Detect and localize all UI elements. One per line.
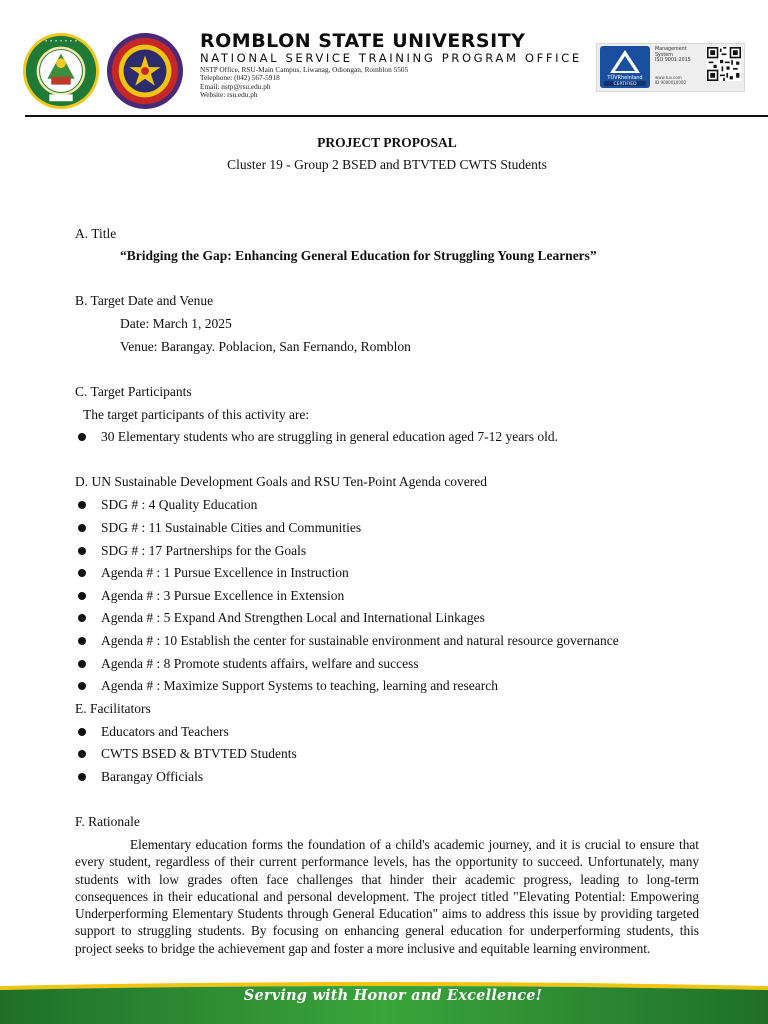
qr-code — [707, 47, 741, 81]
letterhead — [0, 0, 768, 116]
university-name: ROMBLON STATE UNIVERSITY — [200, 30, 526, 52]
section-b-heading: B. Target Date and Venue — [75, 293, 214, 308]
bullet-icon — [78, 592, 86, 600]
tuv-certified-text: CERTIFIED — [613, 82, 637, 87]
section-a-heading: A. Title — [75, 226, 117, 241]
section-f-heading: F. Rationale — [75, 814, 140, 829]
bullet-icon — [78, 682, 86, 690]
document-title: PROJECT PROPOSAL — [317, 135, 457, 150]
bullet-icon — [78, 547, 86, 555]
svg-text:· · · · · · ·: · · · · · · · — [44, 37, 78, 46]
iso-certification-badge — [596, 43, 745, 92]
header-divider — [25, 115, 768, 117]
office-website: Website: rsu.edu.ph — [200, 90, 258, 100]
target-venue: Venue: Barangay. Poblacion, San Fernando, Romblon — [120, 339, 411, 354]
bullet-icon — [78, 433, 86, 441]
contact-block — [200, 66, 408, 100]
office-telephone: Telephone: (042) 567-5918 — [200, 73, 280, 83]
bullet-icon — [78, 524, 86, 532]
section-d-heading: D. UN Sustainable Development Goals and RSU Ten-Point Agenda covered — [75, 474, 487, 489]
bullet-icon — [78, 728, 86, 736]
bullet-icon — [78, 660, 86, 668]
bullet-icon — [78, 614, 86, 622]
bullet-icon — [78, 750, 86, 758]
bullet-icon — [78, 501, 86, 509]
tuv-rheinland-logo — [600, 46, 650, 88]
footer-tagline: Serving with Honor and Excellence! — [243, 987, 543, 1004]
office-name: NATIONAL SERVICE TRAINING PROGRAM OFFICE — [200, 51, 582, 65]
tuv-brand-text: TÜVRheinland — [607, 75, 643, 81]
bullet-icon — [78, 773, 86, 781]
certification-lines: Management System ISO 9001:2015 — [655, 47, 691, 64]
office-address: NSTP Office, RSU-Main Campus, Liwanag, Odiongan, Romblon 5505 — [200, 65, 409, 74]
office-email: Email: nstp@rsu.edu.ph — [200, 81, 271, 91]
bullet-icon — [78, 569, 86, 577]
rationale-paragraph: Elementary education forms the foundation of a child's academic journey, and it is crucial to ensure that every student, regardless of their current performance levels, has the opportunity to succeed. Unfortunately, many students with low grades often face challenges that hinder their academic progress, leading to long-term consequences in their educational and personal development. The project titled "Elevating Potential: Empowering Underperforming Elementary Students through General Education" aims to address this issue by providing targeted support to struggling students. By focusing on enhancing general education for underperforming students, this project seeks to bridge the achievement gap and foster a more inclusive and equitable learning environment. — [75, 837, 699, 956]
section-e-heading: E. Facilitators — [75, 701, 151, 716]
document-subtitle: Cluster 19 - Group 2 BSED and BTVTED CWTS Students — [227, 157, 547, 172]
target-date: Date: March 1, 2025 — [120, 316, 232, 331]
project-title: “Bridging the Gap: Enhancing General Education for Struggling Young Learners” — [120, 248, 597, 263]
participants-intro: The target participants of this activity are: — [83, 407, 310, 422]
nstp-seal-logo — [106, 32, 184, 110]
rsu-seal-logo — [22, 32, 100, 110]
bullet-icon — [78, 637, 86, 645]
certification-id: www.tuv.com ID 9000010000 — [655, 75, 686, 85]
section-c-heading: C. Target Participants — [75, 384, 192, 399]
